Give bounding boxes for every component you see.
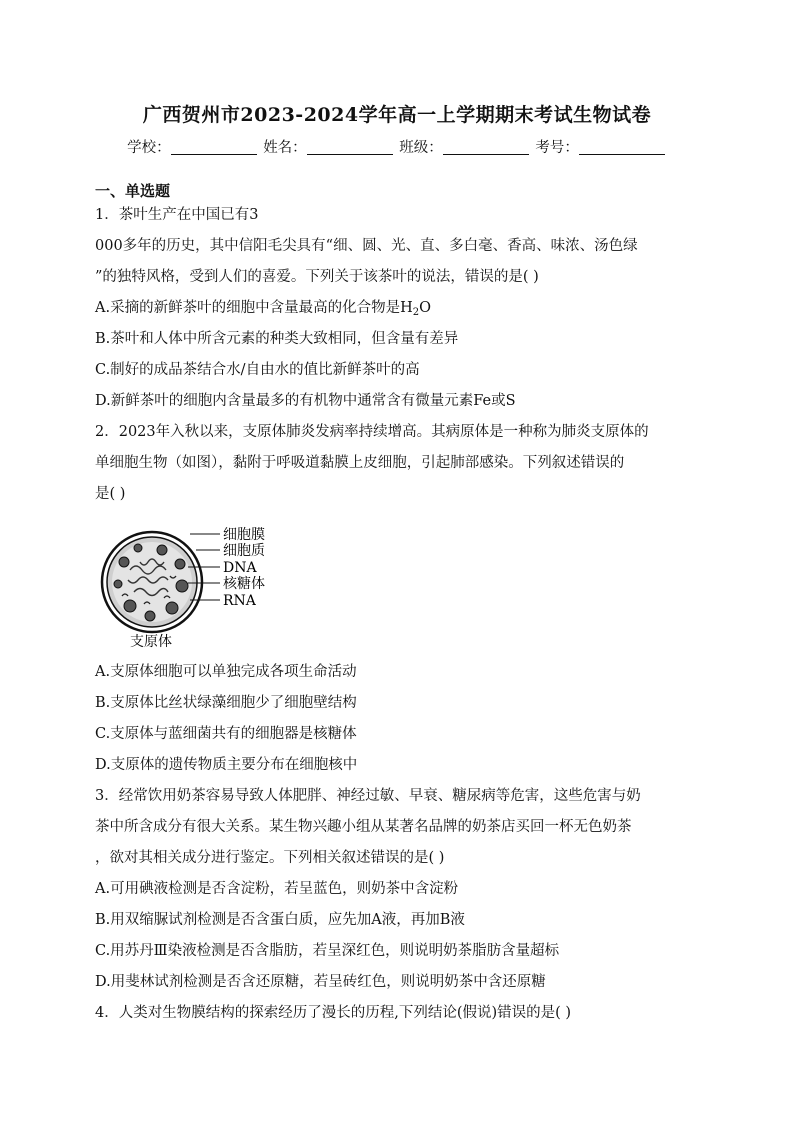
q2-stem-line-2: 单细胞生物（如图），黏附于呼吸道黏膜上皮细胞，引起肺部感染。下列叙述错误的 [95, 455, 625, 471]
school-label: 学校： [127, 140, 171, 156]
name-blank [307, 140, 393, 155]
name-label: 姓名： [263, 140, 307, 156]
label-rna: RNA [223, 593, 256, 609]
student-info-line [0, 136, 794, 157]
label-ribosome: 核糖体 [223, 576, 265, 592]
q3-stem-line-2: 茶中所含成分有很大关系。某生物兴趣小组从某著名品牌的奶茶店买回一杯无色奶茶 [95, 819, 632, 835]
q4-stem-line-1: 4．人类对生物膜结构的探索经历了漫长的历程,下列结论(假说)错误的是( ) [95, 1005, 572, 1021]
figure-caption: 支原体 [130, 634, 172, 650]
q2-option-b: B.支原体比丝状绿藻细胞少了细胞壁结构 [95, 695, 357, 711]
q3-option-b: B.用双缩脲试剂检测是否含蛋白质，应先加A液，再加B液 [95, 912, 465, 928]
q1-stem-line-2: 000多年的历史，其中信阳毛尖具有“细、圆、光、直、多白毫、香高、味浓、汤色绿 [95, 238, 638, 254]
label-cell-membrane: 细胞膜 [223, 527, 265, 543]
q2-option-a: A.支原体细胞可以单独完成各项生命活动 [95, 664, 357, 680]
q1-stem-line-1: 1．茶叶生产在中国已有3 [95, 207, 259, 223]
exam-title: 广西贺州市2023-2024学年高一上学期期末考试生物试卷 [142, 104, 652, 126]
q2-option-d: D.支原体的遗传物质主要分布在细胞核中 [95, 757, 358, 773]
exam-number-blank [579, 140, 665, 155]
exam-number-label: 考号： [535, 140, 579, 156]
q2-stem-line-1: 2．2023年入秋以来，支原体肺炎发病率持续增高。其病原体是一种称为肺炎支原体的 [95, 424, 649, 440]
school-blank [171, 140, 257, 155]
q1-stem-line-3: ”的独特风格，受到人们的喜爱。下列关于该茶叶的说法，错误的是( ) [95, 269, 539, 285]
label-dna: DNA [223, 560, 257, 576]
q3-option-c: C.用苏丹Ⅲ染液检测是否含脂肪，若呈深红色，则说明奶茶脂肪含量超标 [95, 943, 560, 959]
class-label: 班级： [399, 140, 443, 156]
q3-option-a: A.可用碘液检测是否含淀粉，若呈蓝色，则奶茶中含淀粉 [95, 881, 459, 897]
q1-option-a-subscript: 2 [412, 307, 420, 318]
q1-option-c: C.制好的成品茶结合水/自由水的值比新鲜茶叶的高 [95, 362, 420, 378]
section-heading: 一、单选题 [95, 182, 171, 200]
q1-option-b: B.茶叶和人体中所含元素的种类大致相同，但含量有差异 [95, 331, 459, 347]
q3-stem-line-1: 3．经常饮用奶茶容易导致人体肥胖、神经过敏、早衰、糖尿病等危害，这些危害与奶 [95, 788, 641, 804]
label-cytoplasm: 细胞质 [223, 543, 265, 559]
q2-option-c: C.支原体与蓝细菌共有的细胞器是核糖体 [95, 726, 357, 742]
q2-stem-line-3: 是( ) [95, 486, 126, 502]
q1-option-a [95, 301, 431, 318]
q1-option-a-suffix: O [419, 300, 431, 316]
class-blank [443, 140, 529, 155]
q1-option-a-text: A.采摘的新鲜茶叶的细胞中含量最高的化合物是H [95, 300, 413, 316]
q1-option-d: D.新鲜茶叶的细胞内含量最多的有机物中通常含有微量元素Fe或S [95, 393, 516, 409]
mycoplasma-figure [100, 520, 300, 650]
q3-option-d: D.用斐林试剂检测是否含还原糖，若呈砖红色，则说明奶茶中含还原糖 [95, 974, 546, 990]
q3-stem-line-3: ，欲对其相关成分进行鉴定。下列相关叙述错误的是( ) [95, 850, 445, 866]
